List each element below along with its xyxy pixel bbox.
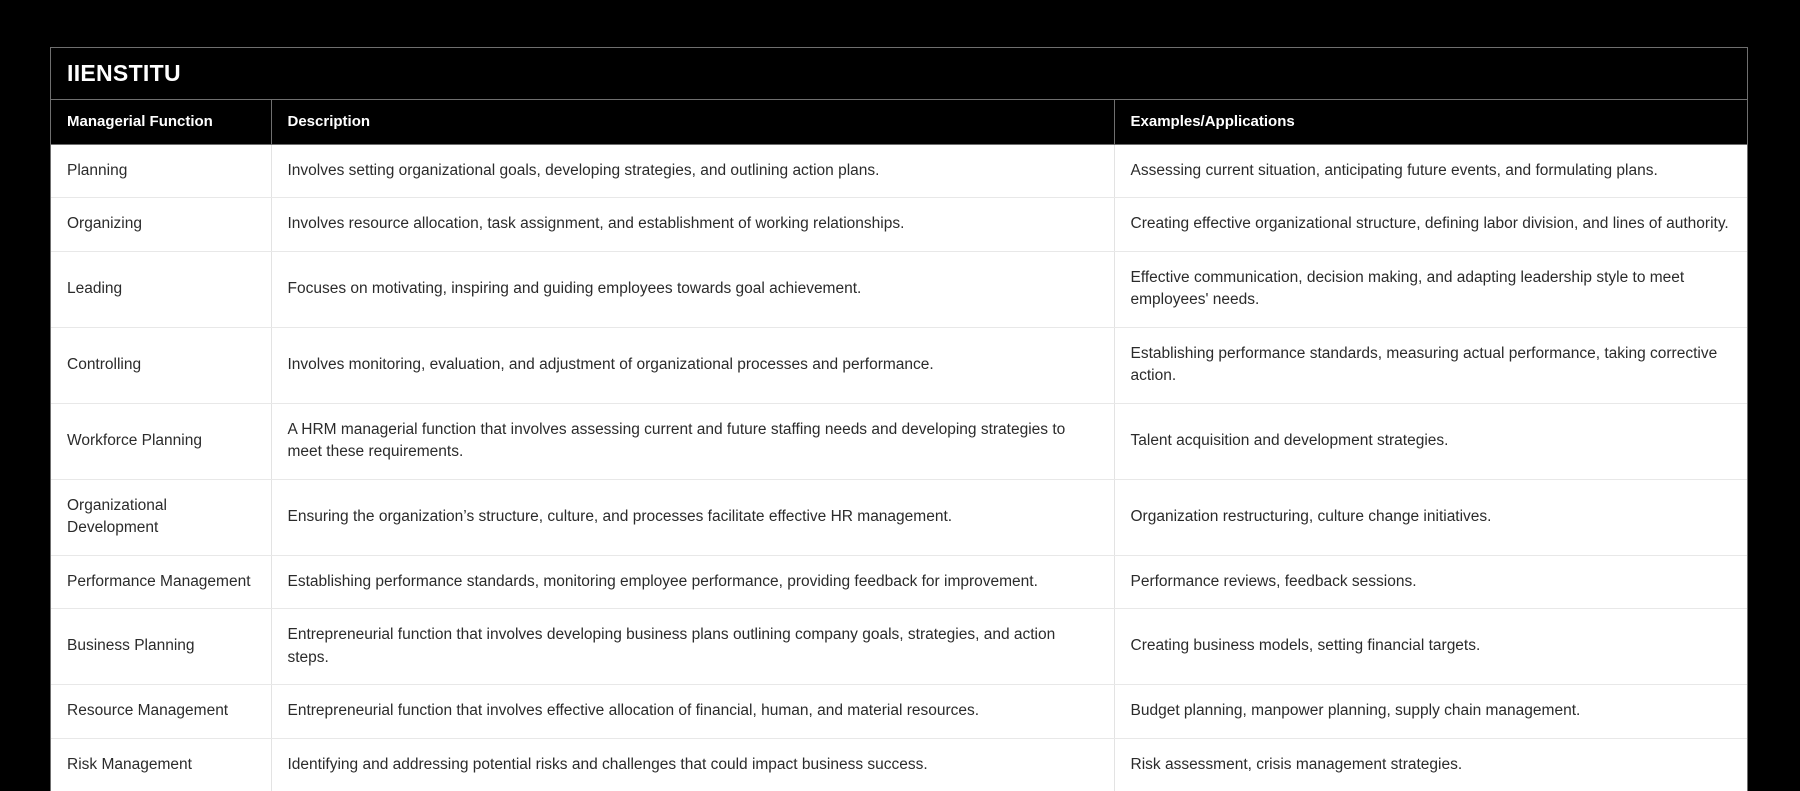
cell-managerial-function: Workforce Planning [51,403,271,479]
table-row [51,555,1747,608]
table-row [51,685,1747,738]
managerial-functions-table [51,100,1747,791]
table-row [51,251,1747,327]
cell-description: A HRM managerial function that involves assessing current and future staffing needs and developing strategies to meet these requirements. [271,403,1114,479]
table-header-row [51,100,1747,145]
table-row [51,327,1747,403]
table-header [51,100,1747,145]
table-row [51,198,1747,251]
brand-bar [51,48,1747,100]
cell-examples-applications: Creating effective organizational structure, defining labor division, and lines of authority. [1114,198,1747,251]
cell-description: Ensuring the organization’s structure, culture, and processes facilitate effective HR management. [271,479,1114,555]
cell-description: Focuses on motivating, inspiring and guiding employees towards goal achievement. [271,251,1114,327]
column-header-managerial-function: Managerial Function [51,100,271,145]
cell-managerial-function: Risk Management [51,738,271,791]
cell-examples-applications: Budget planning, manpower planning, supply chain management. [1114,685,1747,738]
table-row [51,479,1747,555]
cell-examples-applications: Creating business models, setting financial targets. [1114,609,1747,685]
cell-description: Establishing performance standards, monitoring employee performance, providing feedback for improvement. [271,555,1114,608]
column-header-examples-applications: Examples/Applications [1114,100,1747,145]
cell-examples-applications: Effective communication, decision making, and adapting leadership style to meet employees' needs. [1114,251,1747,327]
cell-managerial-function: Controlling [51,327,271,403]
cell-description: Entrepreneurial function that involves effective allocation of financial, human, and material resources. [271,685,1114,738]
cell-examples-applications: Assessing current situation, anticipating future events, and formulating plans. [1114,145,1747,198]
table-row [51,403,1747,479]
table-viewport [50,47,1748,728]
table-body [51,145,1747,791]
cell-description: Involves setting organizational goals, developing strategies, and outlining action plans. [271,145,1114,198]
cell-managerial-function: Organizational Development [51,479,271,555]
cell-managerial-function: Organizing [51,198,271,251]
cell-examples-applications: Talent acquisition and development strategies. [1114,403,1747,479]
cell-examples-applications: Risk assessment, crisis management strategies. [1114,738,1747,791]
cell-description: Entrepreneurial function that involves developing business plans outlining company goals, strategies, and action steps. [271,609,1114,685]
table-row [51,145,1747,198]
cell-managerial-function: Leading [51,251,271,327]
table-card [50,47,1748,791]
cell-examples-applications: Establishing performance standards, measuring actual performance, taking corrective action. [1114,327,1747,403]
cell-description: Identifying and addressing potential risks and challenges that could impact business success. [271,738,1114,791]
cell-managerial-function: Performance Management [51,555,271,608]
cell-examples-applications: Organization restructuring, culture change initiatives. [1114,479,1747,555]
cell-managerial-function: Resource Management [51,685,271,738]
cell-managerial-function: Business Planning [51,609,271,685]
cell-examples-applications: Performance reviews, feedback sessions. [1114,555,1747,608]
cell-description: Involves resource allocation, task assignment, and establishment of working relationships. [271,198,1114,251]
cell-managerial-function: Planning [51,145,271,198]
cell-description: Involves monitoring, evaluation, and adjustment of organizational processes and performance. [271,327,1114,403]
table-row [51,609,1747,685]
brand-title: IIENSTITU [67,62,181,85]
column-header-description: Description [271,100,1114,145]
table-row [51,738,1747,791]
